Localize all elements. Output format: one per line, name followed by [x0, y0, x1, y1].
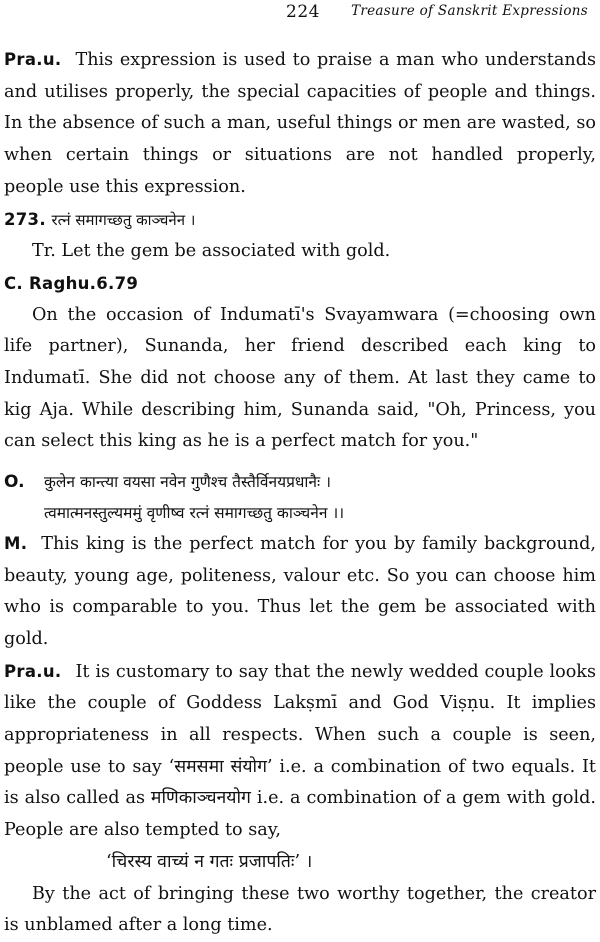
entry-sanskrit: रत्नं समागच्छतु काञ्चनेन ।	[51, 210, 196, 229]
book-title: Treasure of Sanskrit Expressions	[351, 3, 588, 19]
meaning-text: This king is the perfect match for you by family background, beauty, young age, politeness, valour etc. So you can choose him who is comparable to you. Thus let the gem be associated with gold.	[4, 533, 596, 649]
meaning-paragraph	[4, 528, 596, 656]
closing-paragraph: By the act of bringing these two worthy together, the creator is unblamed after a long time.	[4, 883, 596, 936]
story-paragraph: On the occasion of Indumatī's Svayamwara (=choosing own life partner), Sunanda, her friend described each king to Indumatī. She did not choose any of them. At last they came to kig Aja. While describing him, Sunanda said, "Oh, Princess, you can select this king as he is a perfect match for you."	[4, 304, 596, 452]
prau-label-1: Pra.u.	[4, 50, 62, 69]
quoted-saying: ‘चिरस्य वाच्यं न गतः प्रजापतिः’ ।	[106, 851, 313, 872]
verse-label: O.	[4, 472, 25, 493]
page-body	[4, 44, 596, 942]
entry-273	[4, 204, 596, 237]
running-head	[0, 2, 600, 28]
verse-line-2: त्वमात्मनस्तुल्यममुं वृणीष्व रत्नं समागच्छतु काञ्चनेन ।।	[44, 503, 345, 522]
verse-line-1: कुलेन कान्त्या वयसा नवेन गुणैश्च तैस्तैर्विनयप्रधानैः ।	[44, 473, 331, 492]
original-verse	[4, 467, 596, 528]
prau-paragraph-1	[4, 44, 596, 204]
page-number: 224	[286, 2, 320, 22]
meaning-label: M.	[4, 533, 28, 553]
prau-paragraph-2	[4, 656, 596, 847]
translation: Tr. Let the gem be associated with gold.	[32, 241, 391, 262]
citation: C. Raghu.6.79	[4, 273, 139, 293]
prau-text-1: This expression is used to praise a man who understands and utilises properly, the special capacities of people and things. In the absence of such a man, useful things or men are wasted, so when certain things or situations are not handled properly, people use this expression.	[4, 50, 596, 197]
prau-text-2: It is customary to say that the newly wedded couple looks like the couple of Goddess Lakṣmī and God Viṣṇu. It implies appropriateness in all respects. When such a couple is seen, people use to say ‘समसमा संयोग’ i.e. a combination of two equals. It is also called as मणिकाञ्चनयोग i.e. a combination of a gem with gold. People are also tempted to say,	[4, 661, 596, 841]
entry-number: 273.	[4, 209, 46, 229]
prau-label-2: Pra.u.	[4, 661, 62, 681]
